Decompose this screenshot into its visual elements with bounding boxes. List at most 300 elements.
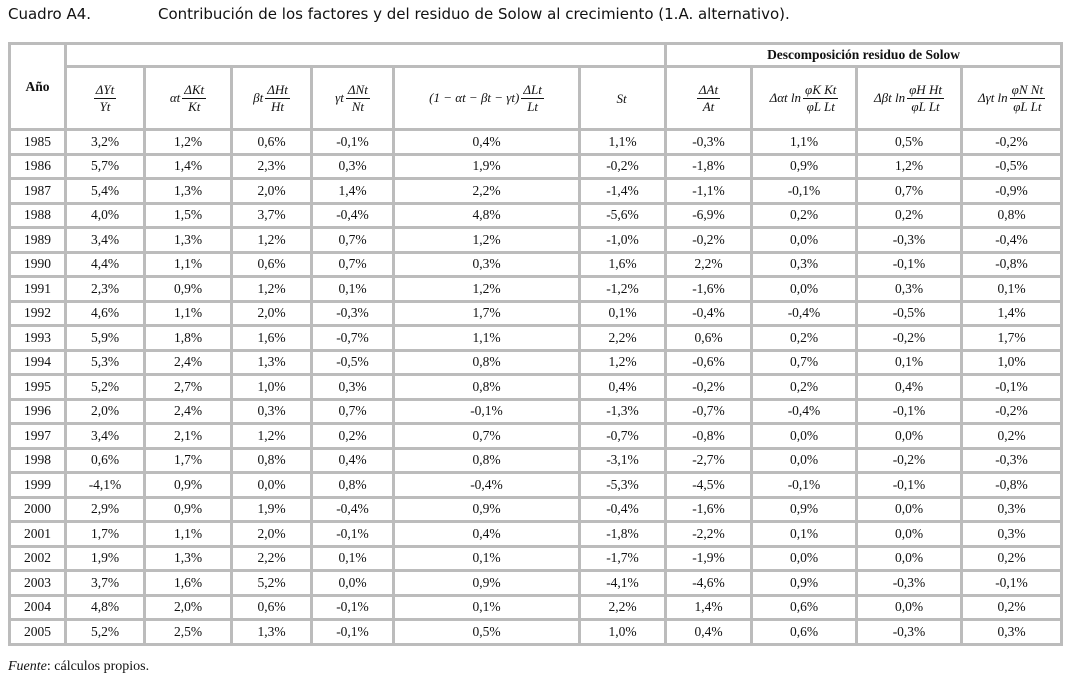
year-cell: 1990 <box>10 252 66 277</box>
value-cell: 0,0% <box>232 473 312 498</box>
value-cell: 5,2% <box>66 620 145 645</box>
value-cell: -0,3% <box>857 620 962 645</box>
value-cell: 0,7% <box>857 179 962 204</box>
value-cell: 0,9% <box>394 497 580 522</box>
value-cell: 0,0% <box>857 546 962 571</box>
value-cell: -4,1% <box>580 571 666 596</box>
table-row <box>10 350 1062 375</box>
formula-denominator: Kt <box>188 98 201 114</box>
year-cell: 2003 <box>10 571 66 596</box>
formula-denominator: φL Lt <box>911 98 940 114</box>
value-cell: -0,9% <box>962 179 1062 204</box>
value-cell: -1,1% <box>666 179 752 204</box>
value-cell: 1,2% <box>580 350 666 375</box>
value-cell: 1,1% <box>752 130 857 155</box>
value-cell: -0,3% <box>666 130 752 155</box>
value-cell: -0,6% <box>666 350 752 375</box>
header-blank <box>66 44 666 67</box>
formula-prefix: Δγt ln <box>977 90 1008 105</box>
value-cell: -1,8% <box>580 522 666 547</box>
value-cell: 0,0% <box>857 424 962 449</box>
value-cell: 1,4% <box>312 179 394 204</box>
value-cell: 0,7% <box>312 399 394 424</box>
value-cell: 0,9% <box>752 571 857 596</box>
header-row-group <box>10 44 1062 67</box>
value-cell: 0,2% <box>962 595 1062 620</box>
value-cell: 0,2% <box>752 375 857 400</box>
value-cell: 1,7% <box>145 448 232 473</box>
value-cell: 0,3% <box>312 375 394 400</box>
value-cell: 1,6% <box>232 326 312 351</box>
value-cell: -4,1% <box>66 473 145 498</box>
value-cell: 1,5% <box>145 203 232 228</box>
value-cell: 0,4% <box>312 448 394 473</box>
formula-prefix: Δβt ln <box>874 90 906 105</box>
table-row <box>10 375 1062 400</box>
value-cell: 0,6% <box>66 448 145 473</box>
value-cell: -0,2% <box>857 448 962 473</box>
value-cell: 1,3% <box>145 546 232 571</box>
formula-fraction <box>346 82 370 115</box>
year-cell: 1985 <box>10 130 66 155</box>
value-cell: 2,7% <box>145 375 232 400</box>
formula-numerator: ΔLt <box>523 81 542 97</box>
value-cell: 1,7% <box>66 522 145 547</box>
value-cell: -0,2% <box>962 130 1062 155</box>
value-cell: -0,5% <box>962 154 1062 179</box>
value-cell: 0,3% <box>394 252 580 277</box>
formula-numerator: ΔAt <box>698 81 719 97</box>
year-cell: 1998 <box>10 448 66 473</box>
table-row <box>10 595 1062 620</box>
value-cell: -0,1% <box>857 473 962 498</box>
value-cell: 3,2% <box>66 130 145 155</box>
value-cell: 0,7% <box>394 424 580 449</box>
formula-fraction <box>907 82 944 115</box>
value-cell: 1,1% <box>145 301 232 326</box>
value-cell: 3,4% <box>66 424 145 449</box>
value-cell: -0,1% <box>312 522 394 547</box>
year-cell: 1995 <box>10 375 66 400</box>
value-cell: -0,8% <box>962 473 1062 498</box>
value-cell: -0,1% <box>857 252 962 277</box>
value-cell: 1,2% <box>857 154 962 179</box>
value-cell: -5,3% <box>580 473 666 498</box>
value-cell: 0,1% <box>857 350 962 375</box>
year-cell: 1992 <box>10 301 66 326</box>
value-cell: 0,7% <box>752 350 857 375</box>
value-cell: 0,5% <box>394 620 580 645</box>
value-cell: -0,3% <box>857 228 962 253</box>
value-cell: 0,8% <box>394 350 580 375</box>
value-cell: 1,4% <box>666 595 752 620</box>
value-cell: 2,1% <box>145 424 232 449</box>
value-cell: 2,5% <box>145 620 232 645</box>
value-cell: 0,3% <box>312 154 394 179</box>
value-cell: -0,1% <box>752 473 857 498</box>
value-cell: -0,1% <box>394 399 580 424</box>
table-caption <box>8 5 1058 27</box>
value-cell: 0,1% <box>580 301 666 326</box>
value-cell: -0,3% <box>312 301 394 326</box>
value-cell: 1,2% <box>232 277 312 302</box>
table-row <box>10 203 1062 228</box>
value-cell: 1,2% <box>232 228 312 253</box>
formula-fraction <box>94 82 116 115</box>
header-year: Año <box>10 44 66 130</box>
value-cell: 2,2% <box>666 252 752 277</box>
header-formula-7 <box>666 67 752 130</box>
value-cell: 0,0% <box>857 595 962 620</box>
value-cell: 0,9% <box>752 154 857 179</box>
source-label: Fuente <box>8 659 47 674</box>
formula-fraction <box>182 82 206 115</box>
value-cell: 5,9% <box>66 326 145 351</box>
value-cell: 4,8% <box>394 203 580 228</box>
value-cell: 3,7% <box>66 571 145 596</box>
year-cell: 2000 <box>10 497 66 522</box>
value-cell: 0,9% <box>145 497 232 522</box>
formula-numerator: φH Ht <box>909 81 942 97</box>
value-cell: -0,2% <box>962 399 1062 424</box>
value-cell: 0,6% <box>752 620 857 645</box>
value-cell: -0,1% <box>962 571 1062 596</box>
value-cell: 0,1% <box>394 595 580 620</box>
value-cell: 0,1% <box>394 546 580 571</box>
formula-denominator: Nt <box>351 98 365 114</box>
value-cell: 1,8% <box>145 326 232 351</box>
header-formula-4 <box>312 67 394 130</box>
year-cell: 1994 <box>10 350 66 375</box>
value-cell: 0,9% <box>145 277 232 302</box>
value-cell: 3,4% <box>66 228 145 253</box>
value-cell: -0,4% <box>312 497 394 522</box>
table-row <box>10 301 1062 326</box>
formula-prefix: Δαt ln <box>769 90 802 105</box>
value-cell: 1,6% <box>145 571 232 596</box>
table-row <box>10 473 1062 498</box>
value-cell: -0,7% <box>666 399 752 424</box>
value-cell: -1,6% <box>666 277 752 302</box>
value-cell: -0,3% <box>857 571 962 596</box>
value-cell: 2,2% <box>580 595 666 620</box>
value-cell: -0,4% <box>752 301 857 326</box>
value-cell: 1,3% <box>145 228 232 253</box>
year-cell: 2001 <box>10 522 66 547</box>
value-cell: 0,4% <box>394 522 580 547</box>
year-cell: 1999 <box>10 473 66 498</box>
value-cell: 1,1% <box>145 252 232 277</box>
value-cell: -1,6% <box>666 497 752 522</box>
table-row <box>10 326 1062 351</box>
formula-denominator: Lt <box>527 98 539 114</box>
value-cell: -0,4% <box>312 203 394 228</box>
value-cell: -1,8% <box>666 154 752 179</box>
year-cell: 1989 <box>10 228 66 253</box>
value-cell: 0,0% <box>857 522 962 547</box>
value-cell: 2,0% <box>232 522 312 547</box>
value-cell: 1,0% <box>580 620 666 645</box>
value-cell: 4,4% <box>66 252 145 277</box>
year-cell: 2004 <box>10 595 66 620</box>
value-cell: -0,1% <box>312 130 394 155</box>
value-cell: 0,2% <box>857 203 962 228</box>
formula-denominator: Yt <box>99 98 111 114</box>
value-cell: 0,9% <box>752 497 857 522</box>
value-cell: 2,0% <box>66 399 145 424</box>
value-cell: 1,4% <box>145 154 232 179</box>
value-cell: -1,7% <box>580 546 666 571</box>
value-cell: 0,4% <box>666 620 752 645</box>
value-cell: 2,4% <box>145 350 232 375</box>
table-body <box>10 130 1062 645</box>
formula-fraction <box>265 82 290 115</box>
value-cell: 2,3% <box>232 154 312 179</box>
value-cell: -1,0% <box>580 228 666 253</box>
value-cell: 5,3% <box>66 350 145 375</box>
value-cell: 0,3% <box>752 252 857 277</box>
table-row <box>10 546 1062 571</box>
table-row <box>10 497 1062 522</box>
value-cell: -3,1% <box>580 448 666 473</box>
table-row <box>10 277 1062 302</box>
year-cell: 1991 <box>10 277 66 302</box>
value-cell: 0,7% <box>312 252 394 277</box>
value-cell: -0,1% <box>312 620 394 645</box>
value-cell: -1,2% <box>580 277 666 302</box>
value-cell: -0,5% <box>857 301 962 326</box>
value-cell: -1,3% <box>580 399 666 424</box>
value-cell: 1,9% <box>66 546 145 571</box>
formula-prefix: St <box>616 90 627 106</box>
value-cell: 0,5% <box>857 130 962 155</box>
value-cell: 0,2% <box>962 546 1062 571</box>
value-cell: -0,7% <box>312 326 394 351</box>
value-cell: 0,1% <box>962 277 1062 302</box>
value-cell: 1,0% <box>232 375 312 400</box>
value-cell: 0,0% <box>752 277 857 302</box>
value-cell: 0,3% <box>962 620 1062 645</box>
value-cell: 0,2% <box>752 326 857 351</box>
value-cell: 0,2% <box>752 203 857 228</box>
table-row <box>10 154 1062 179</box>
formula-fraction <box>803 82 838 115</box>
value-cell: 2,3% <box>66 277 145 302</box>
solow-decomposition-table <box>8 42 1063 646</box>
value-cell: -0,8% <box>666 424 752 449</box>
value-cell: 4,0% <box>66 203 145 228</box>
value-cell: -0,2% <box>580 154 666 179</box>
value-cell: 1,4% <box>962 301 1062 326</box>
value-cell: -0,4% <box>666 301 752 326</box>
value-cell: 1,6% <box>580 252 666 277</box>
value-cell: 1,9% <box>232 497 312 522</box>
formula-prefix: αt <box>169 90 181 105</box>
value-cell: 5,7% <box>66 154 145 179</box>
value-cell: 0,3% <box>962 497 1062 522</box>
formula-numerator: ΔYt <box>95 81 115 97</box>
header-row-formulas <box>10 67 1062 130</box>
value-cell: 5,2% <box>66 375 145 400</box>
table-row <box>10 130 1062 155</box>
table-row <box>10 571 1062 596</box>
value-cell: 0,9% <box>145 473 232 498</box>
formula-fraction <box>697 82 720 115</box>
value-cell: 0,6% <box>232 595 312 620</box>
value-cell: 0,8% <box>394 375 580 400</box>
value-cell: 1,9% <box>394 154 580 179</box>
table-row <box>10 522 1062 547</box>
value-cell: -1,4% <box>580 179 666 204</box>
header-formula-1 <box>66 67 145 130</box>
formula-fraction <box>521 82 543 115</box>
value-cell: 0,1% <box>312 277 394 302</box>
value-cell: 1,3% <box>232 350 312 375</box>
source-note <box>8 659 149 675</box>
value-cell: 0,8% <box>312 473 394 498</box>
value-cell: 2,0% <box>145 595 232 620</box>
value-cell: 0,3% <box>962 522 1062 547</box>
header-formula-9 <box>857 67 962 130</box>
value-cell: 0,0% <box>752 228 857 253</box>
table-row <box>10 448 1062 473</box>
value-cell: 1,7% <box>394 301 580 326</box>
formula-prefix: (1 − αt − βt − γt) <box>429 90 520 105</box>
value-cell: -4,6% <box>666 571 752 596</box>
value-cell: -0,1% <box>752 179 857 204</box>
value-cell: 0,6% <box>232 252 312 277</box>
value-cell: -1,9% <box>666 546 752 571</box>
value-cell: -0,4% <box>962 228 1062 253</box>
year-cell: 1993 <box>10 326 66 351</box>
header-formula-6 <box>580 67 666 130</box>
value-cell: 5,4% <box>66 179 145 204</box>
value-cell: 1,3% <box>145 179 232 204</box>
value-cell: 2,2% <box>394 179 580 204</box>
formula-numerator: φN Nt <box>1011 81 1044 97</box>
formula-prefix: γt <box>335 90 344 105</box>
value-cell: 2,4% <box>145 399 232 424</box>
value-cell: 0,1% <box>752 522 857 547</box>
value-cell: -0,1% <box>857 399 962 424</box>
header-formula-3 <box>232 67 312 130</box>
table-row <box>10 424 1062 449</box>
value-cell: -2,7% <box>666 448 752 473</box>
caption-label: Cuadro A4. <box>8 5 92 23</box>
value-cell: -0,5% <box>312 350 394 375</box>
value-cell: 3,7% <box>232 203 312 228</box>
header-formula-5 <box>394 67 580 130</box>
formula-numerator: ΔKt <box>184 81 205 97</box>
value-cell: 0,2% <box>312 424 394 449</box>
value-cell: -0,2% <box>857 326 962 351</box>
value-cell: 1,2% <box>232 424 312 449</box>
value-cell: 0,4% <box>580 375 666 400</box>
source-text: : cálculos propios. <box>46 659 150 674</box>
table-row <box>10 228 1062 253</box>
value-cell: -6,9% <box>666 203 752 228</box>
formula-prefix: βt <box>253 90 264 105</box>
value-cell: 2,0% <box>232 301 312 326</box>
value-cell: -0,7% <box>580 424 666 449</box>
value-cell: 2,2% <box>580 326 666 351</box>
value-cell: 0,9% <box>394 571 580 596</box>
value-cell: 1,2% <box>394 228 580 253</box>
value-cell: 1,2% <box>394 277 580 302</box>
value-cell: -0,1% <box>312 595 394 620</box>
value-cell: -0,1% <box>962 375 1062 400</box>
value-cell: -5,6% <box>580 203 666 228</box>
value-cell: 0,1% <box>312 546 394 571</box>
value-cell: 0,8% <box>394 448 580 473</box>
value-cell: 1,0% <box>962 350 1062 375</box>
year-cell: 2002 <box>10 546 66 571</box>
year-cell: 1997 <box>10 424 66 449</box>
value-cell: -0,2% <box>666 228 752 253</box>
year-cell: 2005 <box>10 620 66 645</box>
year-cell: 1986 <box>10 154 66 179</box>
value-cell: -4,5% <box>666 473 752 498</box>
year-cell: 1988 <box>10 203 66 228</box>
formula-denominator: Ht <box>271 98 285 114</box>
value-cell: 0,0% <box>312 571 394 596</box>
year-cell: 1996 <box>10 399 66 424</box>
header-formula-10 <box>962 67 1062 130</box>
formula-denominator: At <box>702 98 715 114</box>
value-cell: -0,4% <box>394 473 580 498</box>
caption-title: Contribución de los factores y del residuo de Solow al crecimiento (1.A. alternativo). <box>158 5 790 23</box>
value-cell: -0,2% <box>666 375 752 400</box>
value-cell: 0,4% <box>857 375 962 400</box>
value-cell: 0,2% <box>962 424 1062 449</box>
year-cell: 1987 <box>10 179 66 204</box>
value-cell: 1,1% <box>145 522 232 547</box>
value-cell: 0,0% <box>857 497 962 522</box>
value-cell: 1,2% <box>145 130 232 155</box>
value-cell: -0,4% <box>752 399 857 424</box>
formula-denominator: φL Lt <box>806 98 835 114</box>
formula-denominator: φL Lt <box>1013 98 1042 114</box>
header-formula-8 <box>752 67 857 130</box>
table-row <box>10 399 1062 424</box>
table-row <box>10 620 1062 645</box>
value-cell: 1,7% <box>962 326 1062 351</box>
formula-numerator: ΔNt <box>347 81 368 97</box>
value-cell: 5,2% <box>232 571 312 596</box>
value-cell: 0,6% <box>666 326 752 351</box>
value-cell: 2,2% <box>232 546 312 571</box>
value-cell: 0,3% <box>857 277 962 302</box>
value-cell: 1,1% <box>580 130 666 155</box>
value-cell: 2,0% <box>232 179 312 204</box>
value-cell: 0,0% <box>752 546 857 571</box>
value-cell: 0,7% <box>312 228 394 253</box>
table-row <box>10 252 1062 277</box>
value-cell: 0,6% <box>752 595 857 620</box>
value-cell: 0,8% <box>962 203 1062 228</box>
table-row <box>10 179 1062 204</box>
value-cell: 1,3% <box>232 620 312 645</box>
value-cell: 0,8% <box>232 448 312 473</box>
header-solow-decomposition: Descomposición residuo de Solow <box>666 44 1062 67</box>
value-cell: 4,8% <box>66 595 145 620</box>
value-cell: 0,0% <box>752 424 857 449</box>
value-cell: 0,4% <box>394 130 580 155</box>
formula-numerator: ΔHt <box>267 81 288 97</box>
value-cell: -2,2% <box>666 522 752 547</box>
formula-fraction <box>1010 82 1045 115</box>
value-cell: 2,9% <box>66 497 145 522</box>
